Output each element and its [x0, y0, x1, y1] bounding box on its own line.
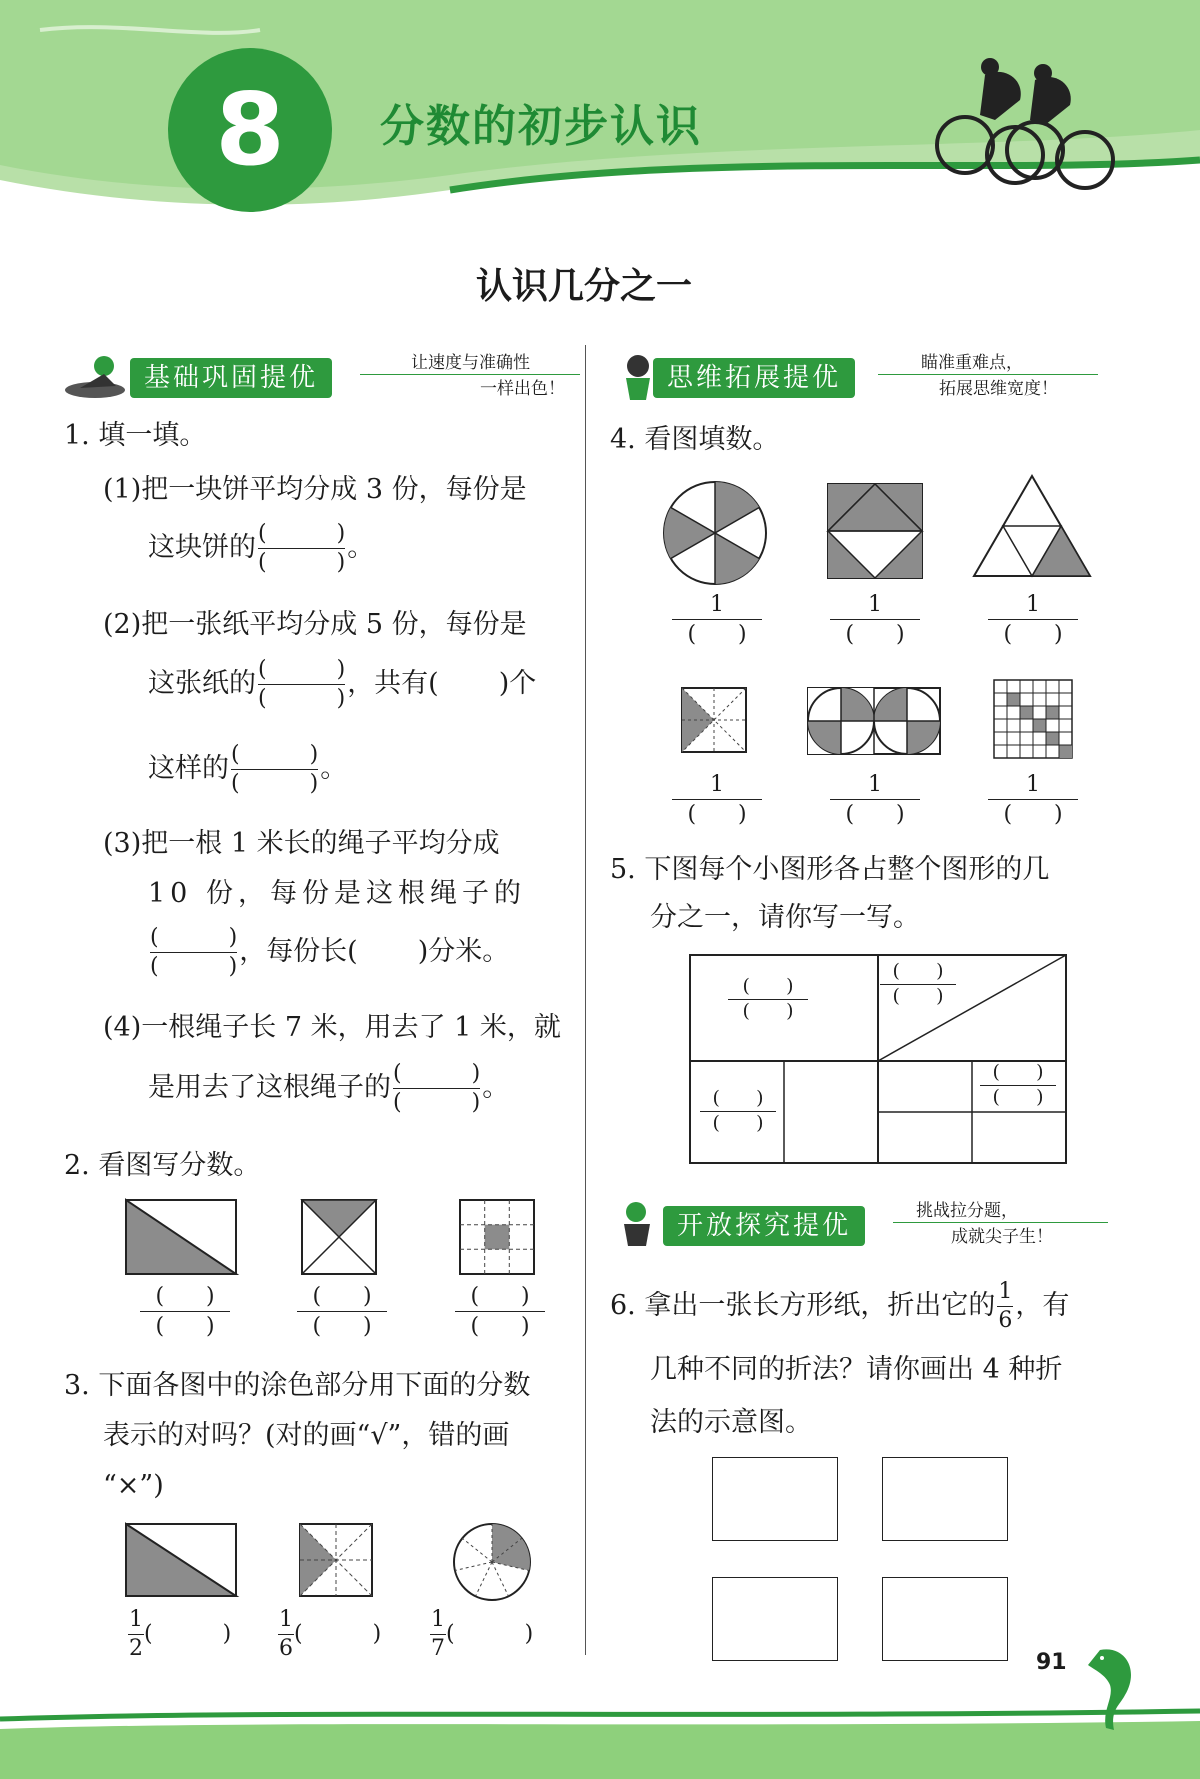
q4-title: 4. 看图填数。	[610, 424, 780, 455]
skateboard-kid-icon	[60, 352, 130, 402]
section-note-thinking-1: 瞄准重难点，	[921, 353, 1023, 373]
q5-answer-4[interactable]: ( ) ( )	[980, 1062, 1056, 1109]
q5-line2: 分之一，请你写一写。	[650, 902, 920, 933]
section-label-basic: 基础巩固提优	[130, 358, 332, 398]
section-banner-open	[608, 1200, 1108, 1250]
boy-mascot-icon	[608, 1200, 668, 1250]
q4-figure-square-diamond	[826, 482, 926, 582]
q4-figure-square-dashed	[680, 686, 750, 756]
lesson-title: 认识几分之一	[475, 266, 692, 307]
q4-answer-2[interactable]: 1 ( )	[830, 592, 920, 648]
q1-part4-line1: (4)一根绳子长 7 米，用去了 1 米，就	[103, 1012, 561, 1043]
q6-line2: 几种不同的折法？请你画出 4 种折	[650, 1354, 1063, 1385]
q6-drawing-box-2[interactable]	[882, 1457, 1008, 1541]
q6-line1: 6. 拿出一张长方形纸，折出它的 $\frac{1}{6}$ ，有	[610, 1279, 1070, 1334]
q2-figure-grid-square	[458, 1198, 538, 1278]
section-note-open-2: 成就尖子生！	[951, 1227, 1053, 1247]
q2-figure-square-diagonals	[300, 1198, 380, 1278]
q5-answer-3[interactable]: ( ) ( )	[700, 1088, 776, 1135]
q1-part3-line3: $\frac{( )}{( )}$ ，每份长( )分米。	[150, 925, 510, 980]
q5-line1: 5. 下图每个小图形各占整个图形的几	[610, 854, 1050, 885]
q3-figure-circle-sevenths	[450, 1520, 534, 1604]
fraction-blank[interactable]: $\frac{( )}{( )}$	[258, 521, 346, 576]
q3-line3: “×”)	[103, 1470, 164, 1501]
q4-figure-two-circles	[806, 686, 942, 758]
column-divider	[585, 345, 586, 1655]
q3-figure-square-eighths	[298, 1522, 378, 1602]
q6-drawing-box-1[interactable]	[712, 1457, 838, 1541]
q1-part2-line2: 这张纸的 $\frac{( )}{( )}$ ，共有( )个	[148, 657, 537, 712]
page-number: 91	[1036, 1650, 1067, 1675]
q4-figure-triangle	[972, 474, 1092, 578]
q3-answer-1[interactable]: $\frac{1}{2}$ ( )	[129, 1607, 232, 1662]
section-note-thinking-2: 拓展思维宽度！	[939, 379, 1058, 399]
q5-answer-1[interactable]: ( ) ( )	[728, 976, 808, 1023]
q4-answer-1[interactable]: 1 ( )	[672, 592, 762, 648]
q6-drawing-box-4[interactable]	[882, 1577, 1008, 1661]
cyclists-illustration	[925, 55, 1125, 225]
section-label-open: 开放探究提优	[663, 1206, 865, 1246]
section-note-basic-2: 一样出色！	[480, 379, 565, 399]
q4-answer-4[interactable]: 1 ( )	[672, 772, 762, 828]
section-note-basic-1: 让速度与准确性	[411, 353, 530, 373]
q1-part1-line1: (1)把一块饼平均分成 3 份，每份是	[103, 474, 527, 505]
fraction-blank[interactable]: $\frac{( )}{( )}$	[150, 925, 238, 980]
chapter-number: 8	[215, 71, 285, 188]
dolphin-icon	[1080, 1640, 1150, 1740]
q3-line1: 3. 下面各图中的涂色部分用下面的分数	[64, 1370, 531, 1401]
q1-part2-line3: 这样的 $\frac{( )}{( )}$ 。	[148, 742, 348, 797]
section-note-open-1: 挑战拉分题，	[916, 1201, 1018, 1221]
q1-part2-line1: (2)把一张纸平均分成 5 份，每份是	[103, 609, 527, 640]
q4-answer-5[interactable]: 1 ( )	[830, 772, 920, 828]
q3-line2: 表示的对吗？(对的画“√”，错的画	[103, 1420, 510, 1451]
section-banner-thinking	[608, 352, 1098, 402]
q1-part1-line2: 这块饼的 $\frac{( )}{( )}$ 。	[148, 521, 375, 576]
q2-title: 2. 看图写分数。	[64, 1150, 261, 1181]
section-banner-basic	[60, 352, 580, 402]
q2-figure-rectangle	[124, 1198, 240, 1278]
q4-answer-3[interactable]: 1 ( )	[988, 592, 1078, 648]
q1-part4-line2: 是用去了这根绳子的 $\frac{( )}{( )}$ 。	[148, 1061, 510, 1116]
q1-title: 1. 填一填。	[64, 420, 207, 451]
footer-band	[0, 1679, 1200, 1779]
q2-answer-1[interactable]: ( ) ( )	[140, 1284, 230, 1340]
fraction-blank[interactable]: $\frac{( )}{( )}$	[393, 1061, 481, 1116]
q2-answer-3[interactable]: ( ) ( )	[455, 1284, 545, 1340]
q6-line3: 法的示意图。	[650, 1407, 812, 1438]
q3-figure-rectangle	[124, 1522, 240, 1602]
chapter-title: 分数的初步认识	[380, 101, 702, 152]
q4-figure-checker-grid	[992, 678, 1074, 760]
q1-part3-line1: (3)把一根 1 米长的绳子平均分成	[103, 828, 500, 859]
q4-answer-6[interactable]: 1 ( )	[988, 772, 1078, 828]
q3-answer-3[interactable]: $\frac{1}{7}$ ( )	[431, 1607, 534, 1662]
q3-answer-2[interactable]: $\frac{1}{6}$ ( )	[279, 1607, 382, 1662]
section-label-thinking: 思维拓展提优	[653, 358, 855, 398]
q5-answer-2[interactable]: ( ) ( )	[880, 961, 956, 1008]
q2-answer-2[interactable]: ( ) ( )	[297, 1284, 387, 1340]
fraction-blank[interactable]: $\frac{( )}{( )}$	[231, 742, 319, 797]
q6-drawing-box-3[interactable]	[712, 1577, 838, 1661]
fraction-blank[interactable]: $\frac{( )}{( )}$	[258, 657, 346, 712]
q1-part3-line2: 10 份，每份是这根绳子的	[148, 878, 526, 909]
q4-figure-circle-sixths	[660, 478, 770, 588]
